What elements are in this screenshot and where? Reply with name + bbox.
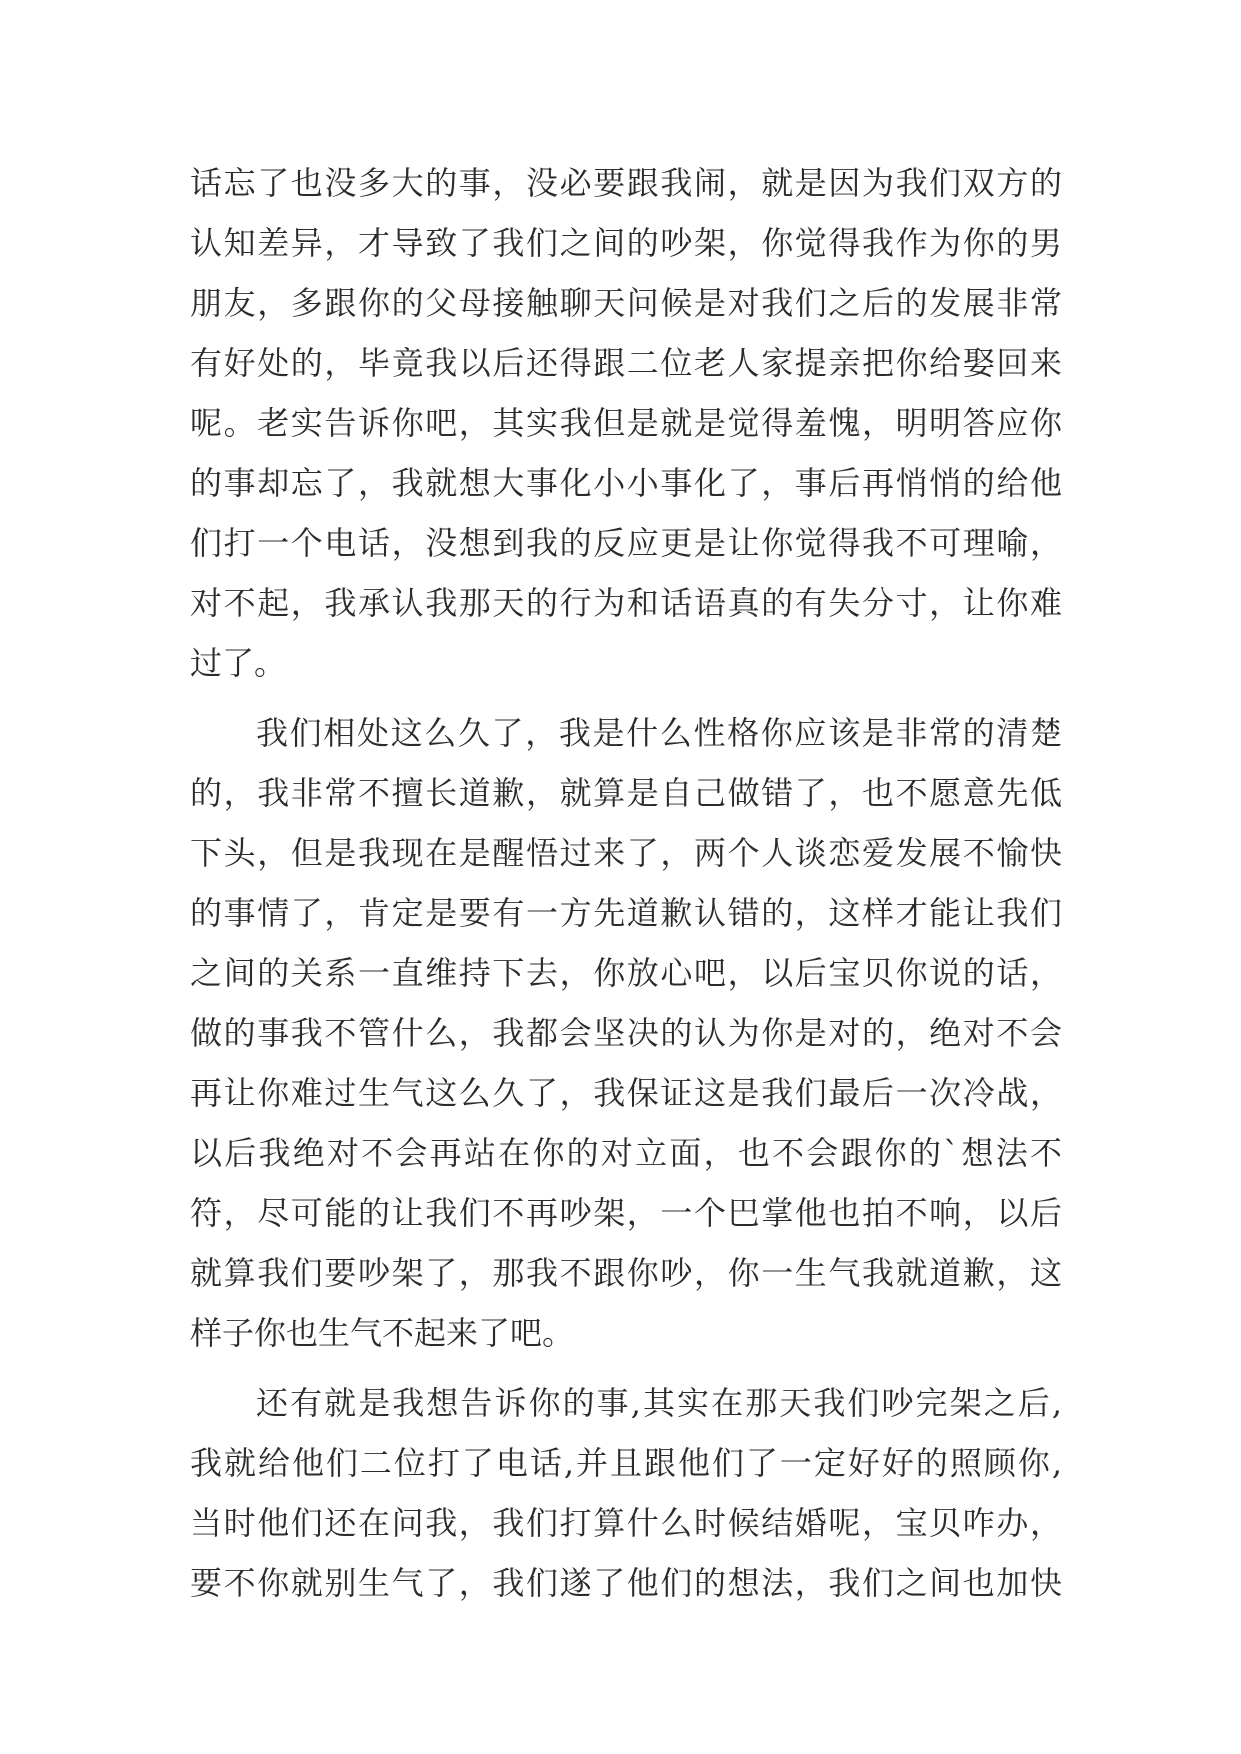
text-line: 的事情了，肯定是要有一方先道歉认错的，这样才能让我们 [190,894,1062,932]
paragraph-1 [190,153,1062,693]
text-line: 以后我绝对不会再站在你的对立面，也不会跟你的`想法不 [190,1134,1062,1172]
text-line: 我们相处这么久了，我是什么性格你应该是非常的清楚 [256,714,1062,752]
text-line: 我就给他们二位打了电话,并且跟他们了一定好好的照顾你, [190,1444,1062,1482]
text-line: 样子你也生气不起来了吧。 [190,1314,575,1352]
text-line: 的，我非常不擅长道歉，就算是自己做错了，也不愿意先低 [190,774,1062,812]
document-body [190,153,1062,1613]
text-line: 朋友，多跟你的父母接触聊天问候是对我们之后的发展非常 [190,284,1062,322]
paragraph-3 [190,1373,1062,1613]
text-line: 过了。 [190,644,287,682]
text-line: 对不起，我承认我那天的行为和话语真的有失分寸，让你难 [190,584,1062,622]
text-line: 认知差异，才导致了我们之间的吵架，你觉得我作为你的男 [190,224,1062,262]
text-line: 当时他们还在问我，我们打算什么时候结婚呢，宝贝咋办， [190,1504,1062,1542]
text-line: 呢。老实告诉你吧，其实我但是就是觉得羞愧，明明答应你 [190,404,1062,442]
text-line: 的事却忘了，我就想大事化小小事化了，事后再悄悄的给他 [190,464,1062,502]
text-line: 有好处的，毕竟我以后还得跟二位老人家提亲把你给娶回来 [190,344,1062,382]
text-line: 话忘了也没多大的事，没必要跟我闹，就是因为我们双方的 [190,164,1062,202]
text-line: 下头，但是我现在是醒悟过来了，两个人谈恋爱发展不愉快 [190,834,1062,872]
text-line: 还有就是我想告诉你的事,其实在那天我们吵完架之后, [256,1384,1062,1422]
paragraph-gap [190,1363,1062,1373]
text-line: 之间的关系一直维持下去，你放心吧，以后宝贝你说的话， [190,954,1062,992]
text-line: 们打一个电话，没想到我的反应更是让你觉得我不可理喻， [190,524,1062,562]
text-line: 做的事我不管什么，我都会坚决的认为你是对的，绝对不会 [190,1014,1062,1052]
paragraph-gap [190,693,1062,703]
text-line: 再让你难过生气这么久了，我保证这是我们最后一次冷战， [190,1074,1062,1112]
text-line: 就算我们要吵架了，那我不跟你吵，你一生气我就道歉，这 [190,1254,1062,1292]
text-line: 要不你就别生气了，我们遂了他们的想法，我们之间也加快 [190,1564,1062,1602]
paragraph-2 [190,703,1062,1363]
text-line: 符，尽可能的让我们不再吵架，一个巴掌他也拍不响，以后 [190,1194,1062,1232]
